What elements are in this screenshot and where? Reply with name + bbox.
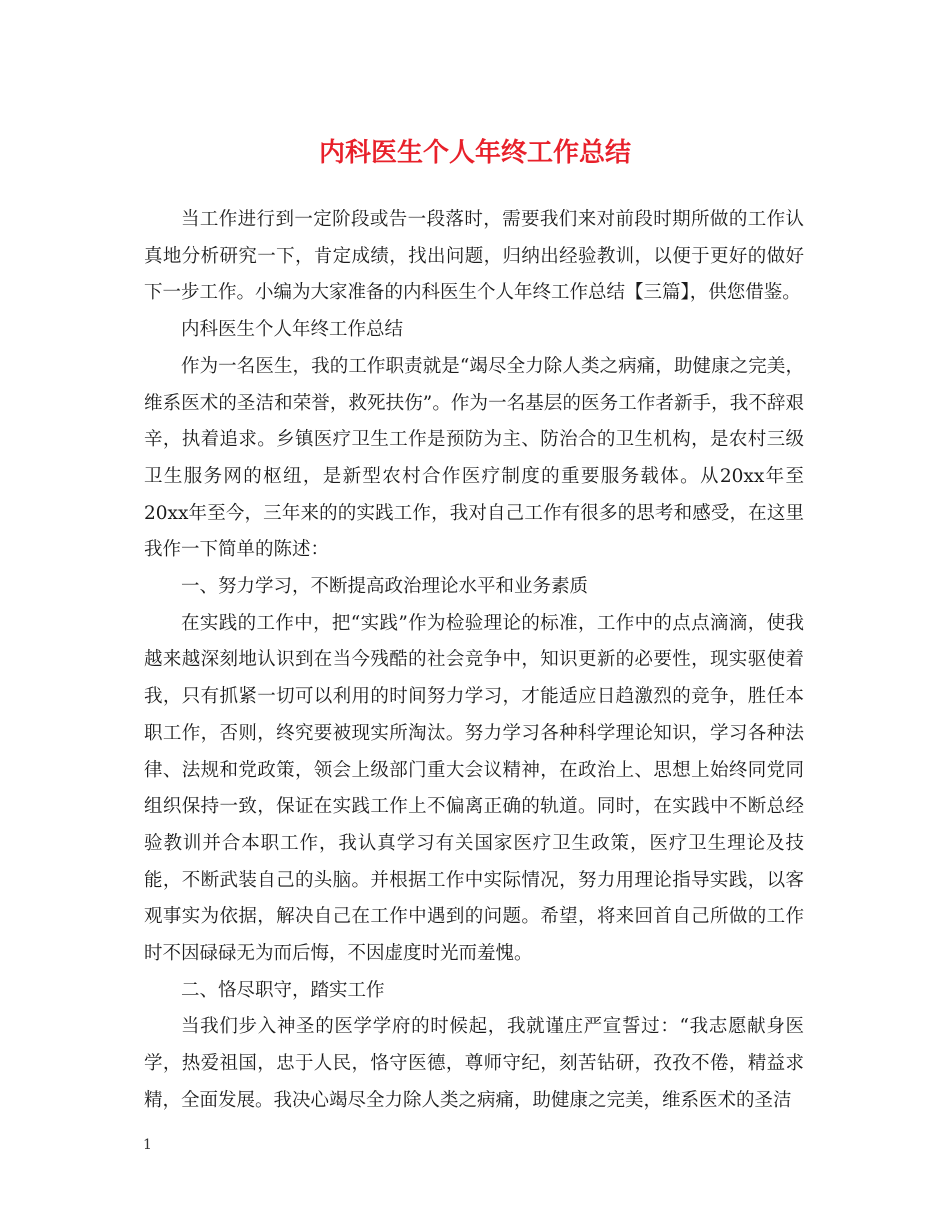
paragraph-duty: 作为一名医生，我的工作职责就是“竭尽全力除人类之病痛，助健康之完美，维系医术的圣洁和荣誉，救死扶伤”。作为一名基层的医务工作者新手，我不辞艰辛，执着追求。乡镇医疗卫生工作是预防为主、防治合的卫生机构，是农村三级卫生服务网的枢纽，是新型农村合作医疗制度的重要服务载体。从20xx年至20xx年至今，三年来的的实践工作，我对自己工作有很多的思考和感受，在这里我作一下简单的陈述：	[144, 355, 804, 561]
document-title: 内科医生个人年终工作总结	[318, 138, 631, 168]
section-heading-work: 二、恪尽职守，踏实工作	[181, 979, 385, 1001]
paragraph-study: 在实践的工作中，把“实践”作为检验理论的标准，工作中的点点滴滴，使我越来越深刻地认识到在当今残酷的社会竞争中，知识更新的必要性，现实驱使着我，只有抓紧一切可以利用的时间努力学习，才能适应日趋激烈的竞争，胜任本职工作，否则，终究要被现实所淘汰。努力学习各种科学理论知识，学习各种法律、法规和党政策，领会上级部门重大会议精神，在政治上、思想上始终同党同组织保持一致，保证在实践工作上不偏离正确的轨道。同时，在实践中不断总经验教训并合本职工作，我认真学习有关国家医疗卫生政策，医疗卫生理论及技能，不断武装自己的头脑。并根据工作中实际情况，努力用理论指导实践，以客观事实为依据，解决自己在工作中遇到的问题。希望，将来回首自己所做的工作时不因碌碌无为而后悔，不因虚度时光而羞愧。	[144, 612, 804, 965]
paragraph-oath: 当我们步入神圣的医学学府的时候起，我就谨庄严宣誓过：“我志愿献身医学，热爱祖国，忠于人民，恪守医德，尊师守纪，刻苦钻研，孜孜不倦，精益求精，全面发展。我决心竭尽全力除人类之病痛，助健康之完美，维系医术的圣洁	[144, 1016, 804, 1111]
paragraph-intro: 当工作进行到一定阶段或告一段落时，需要我们来对前段时期所做的工作认真地分析研究一下，肯定成绩，找出问题，归纳出经验教训，以便于更好的做好下一步工作。小编为大家准备的内科医生个人年终工作总结【三篇】，供您借鉴。	[144, 209, 804, 304]
paragraph-subtitle: 内科医生个人年终工作总结	[181, 319, 404, 341]
section-heading-study: 一、努力学习，不断提高政治理论水平和业务素质	[181, 576, 589, 598]
page-number: 1	[143, 1137, 152, 1153]
document-body	[144, 202, 804, 1120]
